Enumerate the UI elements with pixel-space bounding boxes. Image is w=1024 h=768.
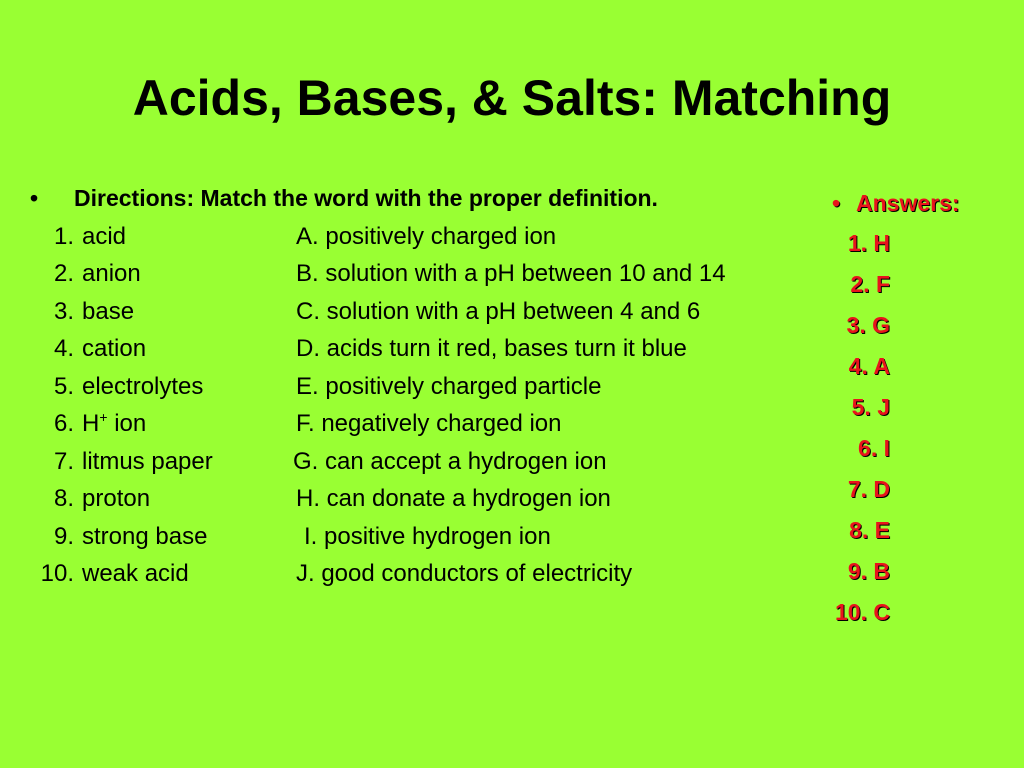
definition-item: A. positively charged ion [296, 223, 557, 250]
answer-item: 10. C [835, 599, 890, 625]
answers-heading-text: Answers: [856, 190, 960, 216]
term-number: 9. [53, 523, 74, 550]
matching-row [30, 444, 810, 480]
term-item [30, 444, 280, 480]
answer-item: 2. F [850, 271, 890, 297]
term-word: strong base [82, 523, 208, 550]
term-word-suffix: ion [107, 410, 147, 437]
term-number: 6. [53, 410, 74, 437]
definition-item: C. solution with a pH between 4 and 6 [296, 298, 701, 325]
term-word: acid [82, 223, 127, 250]
term-item [30, 294, 280, 330]
term-number: 7. [53, 448, 74, 475]
term-word: base [82, 298, 135, 325]
term-number: 2. [53, 260, 74, 287]
answer-item: 9. B [847, 558, 890, 584]
term-word: litmus paper [82, 448, 213, 475]
definition-item: B. solution with a pH between 10 and 14 [296, 260, 726, 287]
answer-item: 3. G [846, 312, 890, 338]
term-item [30, 219, 280, 255]
term-number: 5. [53, 373, 74, 400]
definition-item: J. good conductors of electricity [296, 560, 633, 587]
bullet-icon: • [30, 185, 39, 211]
answer-item: 7. D [847, 476, 890, 502]
matching-row [30, 219, 810, 255]
directions-line [30, 182, 658, 214]
matching-row [30, 294, 810, 330]
answers-panel [816, 186, 1016, 625]
term-word [82, 406, 146, 442]
term-item [30, 256, 280, 292]
matching-row [30, 256, 810, 292]
matching-row [30, 406, 810, 442]
definition-item: E. positively charged particle [296, 373, 602, 400]
slide-title: Acids, Bases, & Salts: Matching [132, 70, 892, 126]
term-number: 1. [53, 223, 74, 250]
term-number: 3. [53, 298, 74, 325]
term-item [30, 519, 280, 555]
term-item [30, 481, 280, 517]
definition-item: D. acids turn it red, bases turn it blue [296, 335, 687, 362]
matching-row [30, 481, 810, 517]
answer-item: 8. E [849, 517, 890, 543]
answer-item: 4. A [848, 353, 890, 379]
definition-item: G. can accept a hydrogen ion [293, 448, 607, 475]
definition-item: I. positive hydrogen ion [304, 523, 551, 550]
term-word: weak acid [82, 560, 189, 587]
answers-heading [816, 186, 1016, 220]
matching-row [30, 331, 810, 367]
term-word: electrolytes [82, 373, 204, 400]
term-word-superscript: + [99, 409, 108, 425]
term-item [30, 369, 280, 405]
directions-text: Directions: Match the word with the proper definition. [74, 185, 658, 211]
answer-item: 1. H [847, 230, 890, 256]
term-word: anion [82, 260, 141, 287]
term-word: proton [82, 485, 151, 512]
answer-item: 5. J [851, 394, 890, 420]
term-number: 8. [53, 485, 74, 512]
definition-item: F. negatively charged ion [296, 410, 562, 437]
term-word: cation [82, 335, 147, 362]
term-number: 4. [53, 335, 74, 362]
definition-item: H. can donate a hydrogen ion [296, 485, 611, 512]
answers-bullet-icon: • [831, 190, 841, 216]
answer-item: 6. I [858, 435, 890, 461]
term-item [30, 556, 280, 592]
term-item [30, 331, 280, 367]
term-number: 10. [40, 560, 74, 587]
matching-row [30, 556, 810, 592]
matching-row [30, 519, 810, 555]
matching-row [30, 369, 810, 405]
term-word-prefix: H [82, 410, 100, 437]
term-item [30, 406, 280, 442]
